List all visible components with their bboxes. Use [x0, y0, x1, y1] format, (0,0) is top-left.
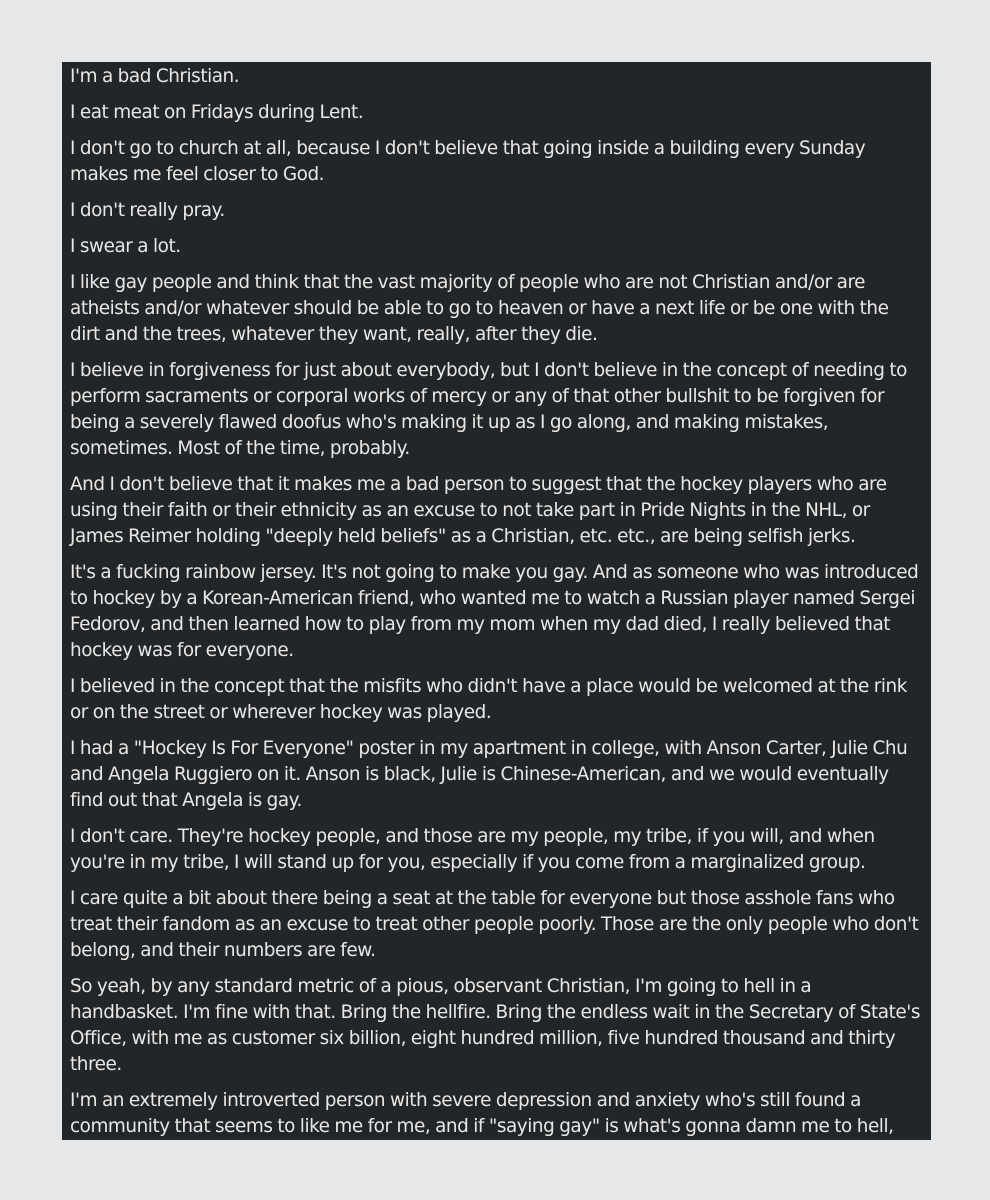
paragraph: I believed in the concept that the misfits who didn't have a place would be welcomed at the rink or on the street or wherever hockey was played.: [70, 676, 907, 723]
paragraph: It's a fucking rainbow jersey. It's not going to make you gay. And as someone who was introduced to hockey by a Korean-American friend, who wanted me to watch a Russian player named Sergei Fedorov, and then learned how to play from my mom when my dad died, I really believed that hockey was for everyone.: [70, 562, 919, 661]
paragraph: And I don't believe that it makes me a bad person to suggest that the hockey players who are using their faith or their ethnicity as an excuse to not take part in Pride Nights in the NHL, or James Reimer holding "deeply held beliefs" as a Christian, etc. etc., are being selfish jerks.: [70, 474, 887, 547]
paragraph: I like gay people and think that the vast majority of people who are not Christian and/or are atheists and/or whatever should be able to go to heaven or have a next life or be one with the dirt and the trees, whatever they want, really, after they die.: [70, 272, 889, 345]
paragraph: I'm a bad Christian.: [70, 66, 240, 87]
paragraph: I believe in forgiveness for just about everybody, but I don't believe in the concept of needing to perform sacraments or corporal works of mercy or any of that other bullshit to be forgiven for being a severely flawed doofus who's making it up as I go along, and making mistakes, sometimes. Most of the time, probably.: [70, 360, 907, 459]
paragraph: I don't really pray.: [70, 200, 225, 221]
paragraph: I eat meat on Fridays during Lent.: [70, 102, 364, 123]
post-body: [62, 62, 931, 1163]
paragraph: I care quite a bit about there being a seat at the table for everyone but those asshole fans who treat their fandom as an excuse to treat other people poorly. Those are the only people who don't belong, and their numbers are few.: [70, 888, 919, 961]
paragraph: So yeah, by any standard metric of a pious, observant Christian, I'm going to hell in a handbasket. I'm fine with that. Bring the hellfire. Bring the endless wait in the Secretary of State's Office, with me as customer six billion, eight hundred million, five hundred thousand and thirty three.: [70, 976, 920, 1075]
paragraph: I had a "Hockey Is For Everyone" poster in my apartment in college, with Anson Carter, Julie Chu and Angela Ruggiero on it. Anson is black, Julie is Chinese-American, and we would eventually find out that Angela is gay.: [70, 738, 908, 811]
paragraph: I don't go to church at all, because I don't believe that going inside a building every Sunday makes me feel closer to God.: [70, 138, 866, 185]
paragraph: I don't care. They're hockey people, and those are my people, my tribe, if you will, and when you're in my tribe, I will stand up for you, especially if you come from a marginalized group.: [70, 826, 875, 873]
paragraph: I swear a lot.: [70, 236, 181, 257]
paragraph: I'm an extremely introverted person with severe depression and anxiety who's still found a community that seems to like me for me, and if "saying gay" is what's gonna damn me to hell, bring it on.: [70, 1090, 894, 1163]
